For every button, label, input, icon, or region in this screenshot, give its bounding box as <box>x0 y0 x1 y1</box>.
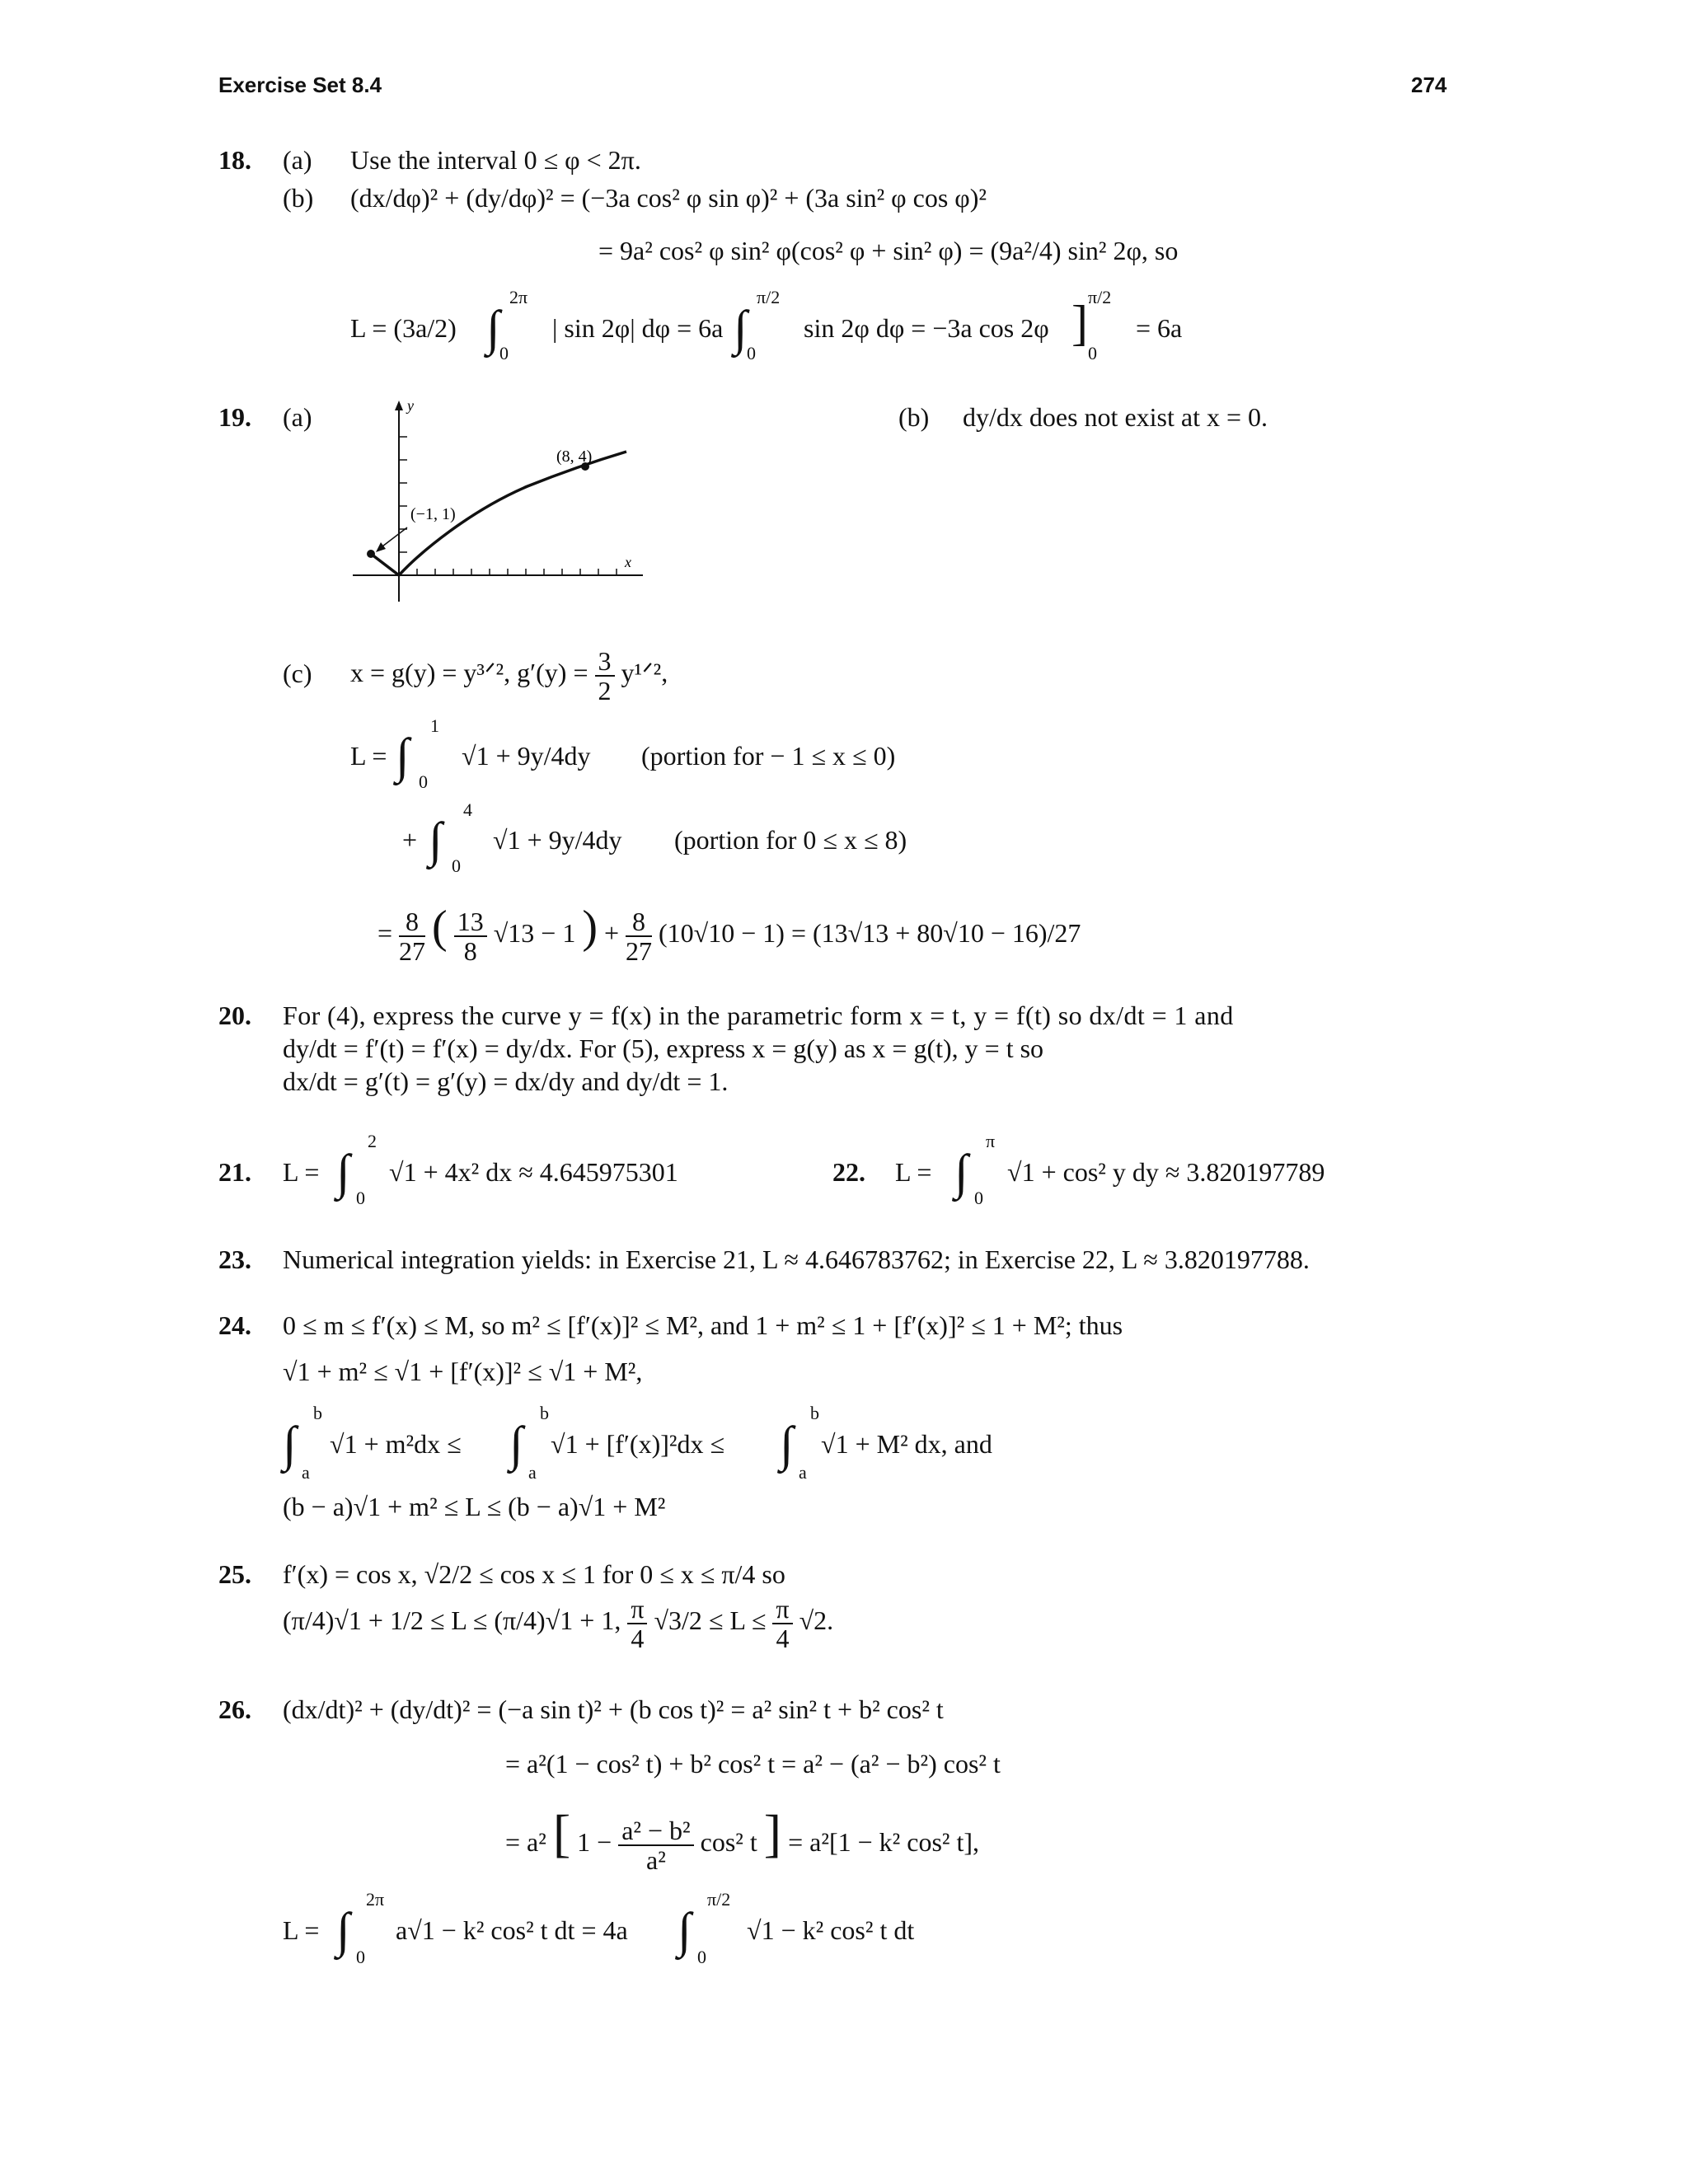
p24-i3: √1 + M² dx, and <box>821 1429 992 1459</box>
p21-upper: 2 <box>368 1131 377 1151</box>
problem-25-number: 25. <box>218 1559 251 1589</box>
p25-line2b: √3/2 ≤ L ≤ <box>654 1605 767 1635</box>
p18-lim3-upper: π/2 <box>1088 287 1112 307</box>
paren-close: ) <box>582 902 598 953</box>
p24-line4: (b − a)√1 + m² ≤ L ≤ (b − a)√1 + M² <box>283 1492 666 1521</box>
p24-upper-2: b <box>540 1403 549 1423</box>
y-axis-label: y <box>407 397 414 414</box>
point-label-8-4: (8, 4) <box>556 448 593 466</box>
p26-line2: = a²(1 − cos² t) + b² cos² t = a² − (a² − b²) cos² t <box>505 1749 1001 1779</box>
p18-lim3-lower: 0 <box>1088 343 1097 363</box>
y-ticks <box>399 437 407 552</box>
integral-sign: ∫ <box>678 1903 692 1957</box>
p26-line3 <box>505 1797 979 1879</box>
p19-L3-mid: √13 − 1 <box>493 918 576 948</box>
frac-num: 3 <box>595 647 615 677</box>
problem-18-number: 18. <box>218 145 251 175</box>
p21-left: L = <box>283 1157 320 1187</box>
p24-lower-3: a <box>799 1462 807 1483</box>
p18-a-text: Use the interval 0 ≤ φ < 2π. <box>350 145 641 175</box>
p18-b-line2: = 9a² cos² φ sin² φ(cos² φ + sin² φ) = (9a²/4) sin² 2φ, so <box>598 236 1179 265</box>
p25-line1: f′(x) = cos x, √2/2 ≤ cos x ≤ 1 for 0 ≤ x ≤ π/4 so <box>283 1559 785 1589</box>
p22-upper: π <box>986 1131 996 1151</box>
p21-body: √1 + 4x² dx ≈ 4.645975301 <box>389 1157 678 1187</box>
p26-line3a: = a² <box>505 1827 546 1857</box>
curve <box>371 452 626 575</box>
p18-b-line1: (dx/dφ)² + (dy/dφ)² = (−3a cos² φ sin φ)² + (3a sin² φ cos φ)² <box>350 183 987 213</box>
integral-sign: ∫ <box>509 1417 523 1471</box>
integral-sign: ∫ <box>336 1145 350 1199</box>
p19-b-label: (b) <box>898 402 930 432</box>
p18-b-label: (b) <box>283 183 314 213</box>
integral-sign: ∫ <box>396 729 410 783</box>
p26-line3b: = a²[1 − k² cos² t], <box>788 1827 980 1857</box>
p18-lim1-upper: 2π <box>509 287 528 307</box>
p19-b-text: dy/dx does not exist at x = 0. <box>963 402 1268 432</box>
fraction-3-2 <box>595 647 615 705</box>
p19-c-label: (c) <box>283 658 312 688</box>
p22-lower: 0 <box>974 1188 983 1208</box>
p19-a-label: (a) <box>283 402 312 432</box>
frac-den: 2 <box>598 675 612 705</box>
frac-num: π <box>772 1595 792 1624</box>
integral-sign: ∫ <box>336 1903 350 1957</box>
p26-lower-2: 0 <box>697 1947 706 1967</box>
integral-sign: ∫ <box>429 813 443 867</box>
fraction-8-27 <box>399 907 425 965</box>
p23-text: Numerical integration yields: in Exercise 21, L ≈ 4.646783762; in Exercise 22, L ≈ 3.820197788. <box>283 1244 1310 1274</box>
problem-21-number: 21. <box>218 1157 251 1187</box>
p19-L1-upper: 1 <box>430 715 439 736</box>
fraction-pi-4b <box>772 1595 792 1652</box>
p26-upper-1: 2π <box>366 1889 385 1910</box>
label-arrow-head <box>376 542 386 552</box>
p19-L2-body: √1 + 9y/4dy <box>493 825 622 855</box>
problem-24-number: 24. <box>218 1310 251 1340</box>
p24-i1: √1 + m²dx ≤ <box>330 1429 462 1459</box>
p18-lim1-lower: 0 <box>499 343 509 363</box>
p19-L1-lower: 0 <box>419 771 428 792</box>
integral-sign: ∫ <box>780 1417 794 1471</box>
frac-num: a² − b² <box>618 1816 693 1846</box>
bracket-open: [ <box>552 1804 571 1863</box>
frac-den: 27 <box>399 935 426 966</box>
integral-sign: ∫ <box>954 1145 968 1199</box>
p24-lower-1: a <box>302 1462 310 1483</box>
evaluation-bracket: ] <box>1071 296 1088 350</box>
p26-L-left: L = <box>283 1915 320 1945</box>
fraction-8-27b <box>626 907 652 965</box>
frac-den: 27 <box>626 935 653 966</box>
p19-L1-body: √1 + 9y/4dy <box>462 741 591 771</box>
p18-L-left: L = (3a/2) <box>350 313 457 343</box>
problem-19-number: 19. <box>218 402 251 432</box>
p24-upper-3: b <box>810 1403 819 1423</box>
bracket-close: ] <box>763 1804 782 1863</box>
p19-c-expr: x = g(y) = y³ᐟ², g′(y) = <box>350 658 595 687</box>
label-arrow <box>379 527 407 549</box>
p19-L3-end: (10√10 − 1) = (13√13 + 80√10 − 16)/27 <box>659 918 1081 948</box>
p26-L-end: √1 − k² cos² t dt <box>747 1915 915 1945</box>
p24-line1: 0 ≤ m ≤ f′(x) ≤ M, so m² ≤ [f′(x)]² ≤ M², and 1 + m² ≤ 1 + [f′(x)]² ≤ 1 + M²; thus <box>283 1310 1123 1340</box>
paren-open: ( <box>432 902 448 953</box>
p19-L2-note: (portion for 0 ≤ x ≤ 8) <box>674 825 907 855</box>
fraction-pi-4 <box>627 1595 647 1652</box>
p26-lower-1: 0 <box>356 1947 365 1967</box>
frac-den: 4 <box>631 1623 645 1653</box>
section-title: Exercise Set 8.4 <box>218 73 382 97</box>
p20-line2: dy/dt = f′(t) = f′(x) = dy/dx. For (5), express x = g(y) as x = g(t), y = t so <box>283 1033 1044 1063</box>
p22-left: L = <box>895 1157 932 1187</box>
p18-a-label: (a) <box>283 145 312 175</box>
integral-sign: ∫ <box>283 1417 297 1471</box>
p20-line1: For (4), express the curve y = f(x) in the parametric form x = t, y = f(t) so dx/dt = 1 and <box>283 1001 1234 1030</box>
y-axis-arrow <box>395 401 403 410</box>
fraction-a2-b2 <box>618 1816 693 1874</box>
point-neg1-1 <box>367 550 375 558</box>
p18-L-mid2: sin 2φ dφ = −3a cos 2φ <box>804 313 1049 343</box>
integral-sign: ∫ <box>734 301 748 355</box>
p19-c-text <box>350 643 668 705</box>
problem-20-number: 20. <box>218 1001 251 1030</box>
p25-line2c: √2. <box>799 1605 834 1635</box>
p25-line2a: (π/4)√1 + 1/2 ≤ L ≤ (π/4)√1 + 1, <box>283 1605 621 1635</box>
frac-num: 8 <box>399 907 425 937</box>
p18-L-end: = 6a <box>1136 313 1183 343</box>
point-label-neg1-1: (−1, 1) <box>410 505 456 523</box>
curve-graph <box>346 396 659 610</box>
p24-line2: √1 + m² ≤ √1 + [f′(x)]² ≤ √1 + M², <box>283 1357 643 1386</box>
p26-line3-open: 1 − <box>577 1827 612 1857</box>
p26-line3-cos: cos² t <box>700 1827 757 1857</box>
problem-23-number: 23. <box>218 1244 251 1274</box>
page-number: 274 <box>1411 73 1447 97</box>
integral-sign: ∫ <box>486 301 500 355</box>
x-axis-label: x <box>625 554 631 570</box>
p26-line1: (dx/dt)² + (dy/dt)² = (−a sin t)² + (b cos t)² = a² sin² t + b² cos² t <box>283 1694 944 1724</box>
x-ticks <box>417 569 617 575</box>
p20-line3: dx/dt = g′(t) = g′(y) = dx/dy and dy/dt = 1. <box>283 1066 729 1096</box>
frac-num: 8 <box>626 907 652 937</box>
fraction-13-8 <box>454 907 487 965</box>
frac-num: 13 <box>454 907 487 937</box>
frac-num: π <box>627 1595 647 1624</box>
p21-lower: 0 <box>356 1188 365 1208</box>
p26-upper-2: π/2 <box>707 1889 731 1910</box>
p22-body: √1 + cos² y dy ≈ 3.820197789 <box>1007 1157 1325 1187</box>
problem-26-number: 26. <box>218 1694 251 1724</box>
p19-L1-note: (portion for − 1 ≤ x ≤ 0) <box>641 741 896 771</box>
p19-L3-eq: = <box>377 918 393 948</box>
p19-L1-left: L = <box>350 741 387 771</box>
p19-c-expr2: y¹ᐟ², <box>621 658 668 687</box>
p24-lower-2: a <box>528 1462 537 1483</box>
p18-lim2-upper: π/2 <box>757 287 781 307</box>
p19-L2-lower: 0 <box>452 855 461 876</box>
p18-lim2-lower: 0 <box>747 343 756 363</box>
p18-L-mid1: | sin 2φ| dφ = 6a <box>552 313 724 343</box>
frac-den: 4 <box>776 1623 790 1653</box>
p19-L2-upper: 4 <box>463 799 472 820</box>
problem-22-number: 22. <box>832 1157 865 1187</box>
frac-den: 8 <box>463 935 477 966</box>
p26-L-mid: a√1 − k² cos² t dt = 4a <box>396 1915 628 1945</box>
p19-L2-left: + <box>402 825 418 855</box>
p24-upper-1: b <box>313 1403 322 1423</box>
p24-i2: √1 + [f′(x)]²dx ≤ <box>551 1429 725 1459</box>
p25-line2 <box>283 1591 833 1652</box>
frac-den: a² <box>646 1844 666 1875</box>
p19-L3: = $\frac{8}{27}$ ( $\frac{13}{8}$ √13 − 1 ) + $\frac{8}{27}$ (10√10 − 1) = (13√13 + 80√10 − 16)/27 <box>377 902 1081 966</box>
